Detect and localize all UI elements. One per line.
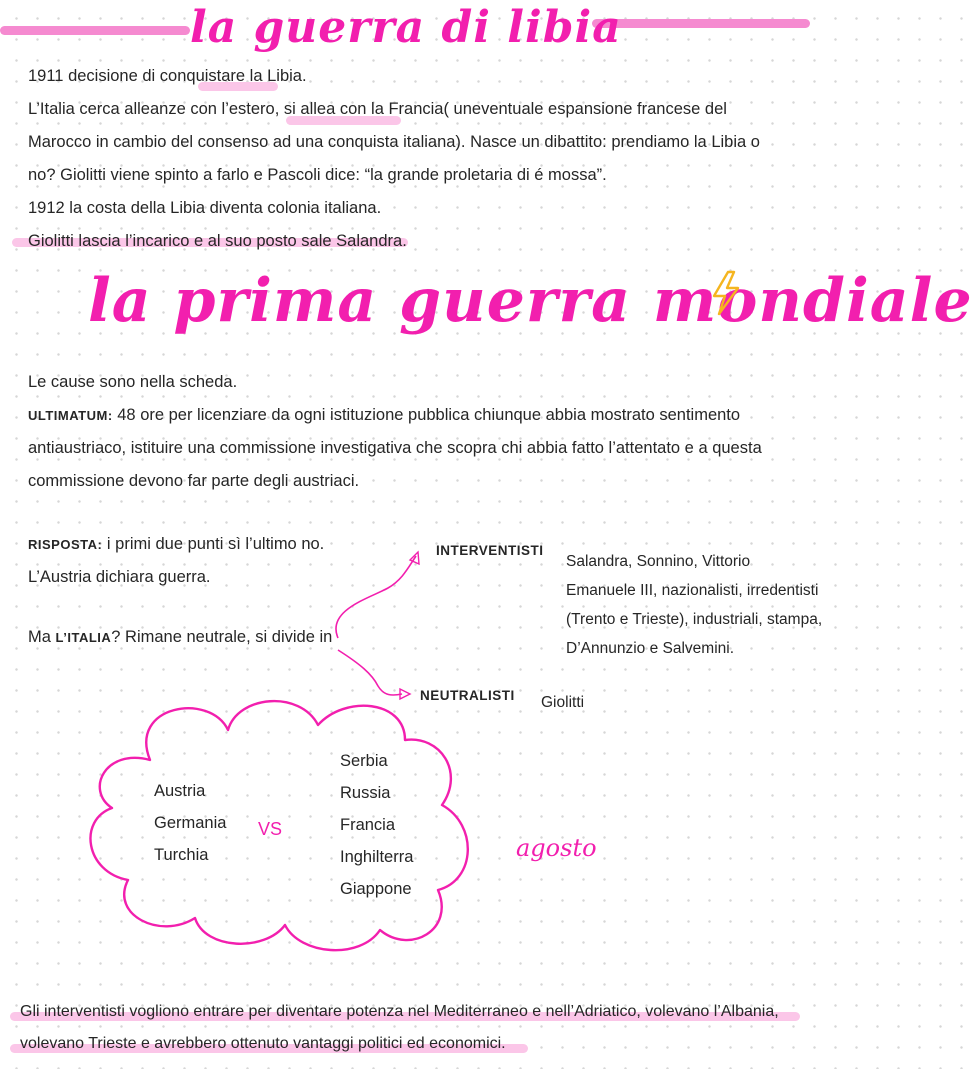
alliance-country: Austria: [154, 782, 206, 800]
final-line: volevano Trieste e avrebbero ottenuto vantaggi politici ed economici.: [20, 1035, 506, 1052]
alliance-country: Turchia: [154, 846, 209, 864]
alliance-country: Francia: [340, 816, 396, 834]
italia-pre: Ma: [28, 628, 56, 646]
alliance-country: Russia: [340, 784, 391, 802]
interventisti-label: INTERVENTISTI: [436, 543, 544, 558]
interventisti-line: (Trento e Trieste), industriali, stampa,: [566, 611, 823, 628]
alliance-country: Germania: [154, 814, 227, 832]
risposta-label: RISPOSTA:: [28, 537, 103, 552]
libia-line: 1911 decisione di conquistare la Libia.: [28, 67, 307, 85]
agosto-label: agosto: [516, 834, 597, 862]
right-alliance: [340, 745, 413, 905]
libia-title: la guerra di libia: [190, 2, 622, 53]
interventisti-line: D’Annunzio e Salvemini.: [566, 640, 735, 657]
libia-line: 1912 la costa della Libia diventa colonia italiana.: [28, 199, 382, 217]
neutralisti-label: NEUTRALISTI: [420, 688, 515, 703]
neutralisti-text: Giolitti: [541, 694, 585, 711]
interventisti-line: Emanuele III, nazionalisti, irredentisti: [566, 582, 819, 599]
libia-line: no? Giolitti viene spinto a farlo e Pascoli dice: “la grande proletaria di é mossa”.: [28, 166, 607, 184]
ultimatum-line: commissione devono far parte degli austriaci.: [28, 472, 360, 490]
alliance-country: Giappone: [340, 880, 412, 898]
libia-line: L’Italia cerca alleanze con l’estero, si allea con la Francia( uneventuale espansione francese del: [28, 100, 727, 118]
ultimatum-label: ULTIMATUM:: [28, 408, 113, 423]
cause-line: Le cause sono nella scheda.: [28, 373, 238, 391]
guerra-title: la prima guerra mondiale: [88, 266, 973, 336]
ultimatum-text: 48 ore per licenziare da ogni istituzione pubblica chiunque abbia mostrato sentimento: [112, 406, 741, 424]
alliance-country: Serbia: [340, 752, 388, 770]
libia-line: Marocco in cambio del consenso ad una conquista italiana). Nasce un dibattito: prendiamo la Libia o: [28, 133, 760, 151]
ultimatum-line: antiaustriaco, istituire una commissione investigativa che scopra chi abbia fatto l’attentato e a questa: [28, 439, 762, 457]
italia-label: L’ITALIA: [55, 630, 112, 645]
alliance-country: Inghilterra: [340, 848, 414, 866]
risposta-text: i primi due punti sì l’ultimo no.: [102, 535, 325, 553]
left-alliance: [154, 775, 226, 871]
austria-line: L’Austria dichiara guerra.: [28, 568, 211, 586]
libia-line: Giolitti lascia l’incarico e al suo posto sale Salandra.: [28, 232, 407, 250]
final-line: Gli interventisti vogliono entrare per diventare potenza nel Mediterraneo e nell’Adriatico, volevano l’Albania,: [20, 1003, 779, 1020]
interventisti-line: Salandra, Sonnino, Vittorio: [566, 553, 751, 570]
final-paragraph: [20, 996, 779, 1060]
vs-label: VS: [258, 819, 283, 839]
italia-post: ? Rimane neutrale, si divide in: [111, 628, 333, 646]
